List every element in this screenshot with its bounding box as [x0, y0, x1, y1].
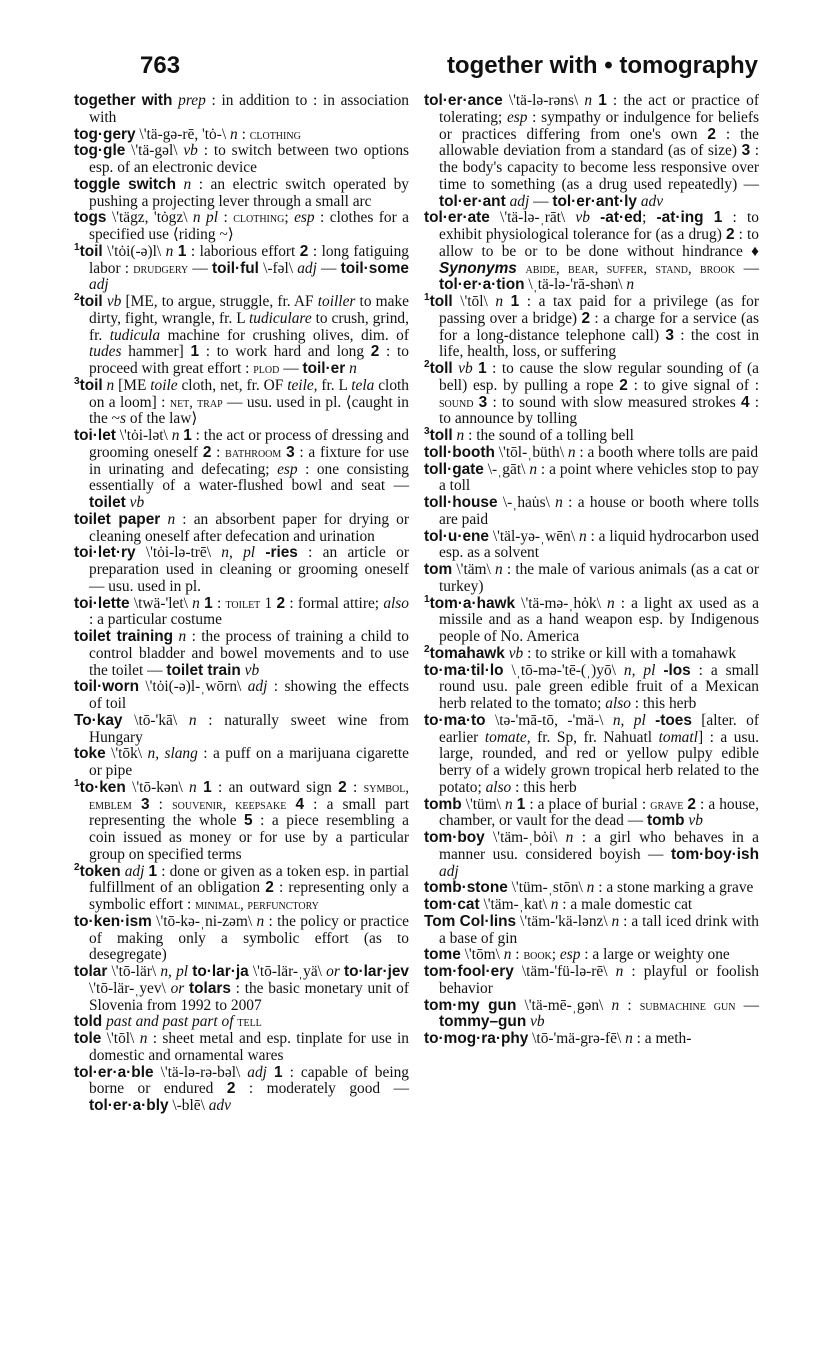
dictionary-entry: tomb \'tüm\ n 1 : a place of burial : grave 2 : a house, chamber, or vault for the dead — tomb vb — [424, 795, 759, 830]
dictionary-entry: tol·er·a·ble \'tä-lə-rə-bəl\ adj 1 : capable of being borne or endured 2 : moderately good — tol·er·a·bly \-blē\ adv — [74, 1063, 409, 1114]
dictionary-entry: toilet training n : the process of training a child to control bladder and bowel movements and to use the toilet — toilet train vb — [74, 628, 409, 679]
dictionary-entry: tole \'tōl\ n : sheet metal and esp. tinplate for use in domestic and ornamental wares — [74, 1030, 409, 1064]
right-column — [424, 93, 759, 1048]
dictionary-entry: to·ken·ism \'tō-kə-ˌni-zəm\ n : the policy or practice of making only a symbolic effort (as to desegregate) — [74, 912, 409, 964]
dictionary-entry: togs \'tägz, 'tȯgz\ n pl : clothing; esp : clothes for a specified use ⟨riding ~⟩ — [74, 209, 410, 243]
dictionary-entry: tol·u·ene \'täl-yə-ˌwēn\ n : a liquid hydrocarbon used esp. as a solvent — [424, 527, 759, 562]
dictionary-entry: tom·boy \'täm-ˌbȯi\ n : a girl who behaves in a manner usu. considered boyish — tom·boy·ish adj — [424, 829, 759, 880]
dictionary-entry: tolar \'tō-lär\ n, pl to·lar·ja \'tō-lär-ˌyä\ or to·lar·jev \'tō-lär-ˌyev\ or tolars : the basic monetary unit of Slovenia from 1992 to 2007 — [74, 963, 409, 1014]
dictionary-entry: toilet paper n : an absorbent paper for drying or cleaning oneself after defecation and urination — [74, 510, 410, 545]
dictionary-entry: tomb·stone \'tüm-ˌstōn\ n : a stone marking a grave — [424, 879, 754, 897]
dictionary-entry: $^2$toil vb [ME, to argue, struggle, fr. AF toiller to make dirty, fight, wrangle, fr. L tudiculare to crush, grind, fr. tudicula machine for crushing olives, dim. of tudes hammer] 1 : to work hard and long 2 : to proceed with great effort : plod — toil·er n — [74, 291, 410, 377]
dictionary-entry: tom·cat \'täm-ˌkat\ n : a male domestic cat — [424, 896, 693, 913]
dictionary-entry: tom \'täm\ n : the male of various animals (as a cat or turkey) — [424, 561, 759, 595]
dictionary-entry: told past and past part of tell — [74, 1013, 262, 1031]
dictionary-entry: tol·er·ance \'tä-lə-rəns\ n 1 : the act or practice of tolerating; esp : sympathy or indulgence for beliefs or practices differing from one's own 2 : the allowable deviation from a standard (as of size) 3 : the body's capacity to become less responsive over time to something (as a drug used repeatedly) — tol·er·ant adj — tol·er·ant·ly adv — [424, 92, 759, 210]
dictionary-entry: $^3$toil n [ME toile cloth, net, fr. OF teile, fr. L tela cloth on a loom] : net, trap — usu. used in pl. ⟨caught in the ~s of the law⟩ — [74, 375, 410, 428]
dictionary-entry: tom·fool·ery \täm-'fü-lə-rē\ n : playful or foolish behavior — [424, 963, 759, 997]
dictionary-entry: tol·er·ate \'tä-lə-ˌrāt\ vb -at·ed; -at·ing 1 : to exhibit physiological tolerance for (as a drug) 2 : to allow to be or to be done without hindrance ♦ Synonyms abide, bear, suffer, stand, brook — tol·er·a·tion \ˌtä-lə-'rā-shən\ n — [424, 209, 759, 294]
dictionary-entry: together with prep : in addition to : in association with — [74, 92, 409, 126]
dictionary-entry: $^2$toll vb 1 : to cause the slow regular sounding of (a bell) esp. by pulling a rope 2 : to give signal of : sound 3 : to sound with slow measured strokes 4 : to announce by tolling — [424, 358, 760, 428]
dictionary-entry: Tom Col·lins \'täm-'kä-lənz\ n : a tall iced drink with a base of gin — [424, 912, 759, 947]
dictionary-entry: tog·gle \'tä-gəl\ vb : to switch between two options esp. of an electronic device — [74, 142, 410, 176]
dictionary-entry: toil·worn \'tȯi(-ə)l-ˌwōrn\ adj : showing the effects of toil — [74, 678, 409, 712]
dictionary-entry: to·ma·til·lo \ˌtō-mə-'tē-(ˌ)yō\ n, pl -los : a small round usu. pale green edible fruit of a Mexican herb related to the tomato; also : this herb — [424, 661, 759, 712]
dictionary-entry: toll·booth \'tōl-ˌbüth\ n : a booth where tolls are paid — [424, 443, 759, 461]
dictionary-entry: tog·gery \'tä-gə-rē, 'tȯ-\ n : clothing — [74, 125, 301, 143]
dictionary-entry: $^1$tom·a·hawk \'tä-mə-ˌhȯk\ n : a light ax used as a missile and as a hand weapon esp. by Indigenous people of No. America — [424, 593, 759, 645]
dictionary-entry: toll·house \-ˌhau̇s\ n : a house or booth where tolls are paid — [424, 494, 759, 528]
dictionary-entry: To·kay \tō-'kā\ n : naturally sweet wine from Hungary — [74, 711, 409, 746]
dictionary-entry: $^3$toll n : the sound of a tolling bell — [424, 425, 634, 444]
dictionary-entry: $^2$tomahawk vb : to strike or kill with a tomahawk — [424, 643, 737, 662]
dictionary-entry: tom·my gun \'tä-mē-ˌgən\ n : submachine gun — tommy–gun vb — [424, 996, 759, 1031]
dictionary-entry: toi·lette \twä-'let\ n 1 : toilet 1 2 : formal attire; also : a particular costume — [74, 594, 409, 629]
guide-words: together with • tomography — [446, 52, 758, 79]
dictionary-entry: toll·gate \-ˌgāt\ n : a point where vehicles stop to pay a toll — [424, 460, 759, 495]
dictionary-entry: toggle switch n : an electric switch operated by pushing a projecting lever through a small arc — [74, 175, 409, 210]
dictionary-entry: $^2$token adj 1 : done or given as a token esp. in partial fulfillment of an obligation 2 : representing only a symbolic effort : minimal, perfunctory — [74, 861, 409, 913]
dictionary-entry: toi·let \'tȯi-lət\ n 1 : the act or process of dressing and grooming oneself 2 : bathroom 3 : a fixture for use in urinating and defecating; esp : one consisting essentially of a water-flushed bowl and seat — toilet vb — [74, 427, 409, 511]
dictionary-entry: to·ma·to \tə-'mā-tō, -'mä-\ n, pl -toes [alter. of earlier tomate, fr. Sp, fr. Nahuatl tomatl] : a usu. large, rounded, and red or yellow pulpy edible berry of a widely grown tropical herb related to the potato; also : this herb — [424, 711, 759, 796]
dictionary-entry: tome \'tōm\ n : book; esp : a large or weighty one — [424, 946, 730, 964]
dictionary-entry: $^1$toll \'tōl\ n 1 : a tax paid for a privilege (as for passing over a bridge) 2 : a charge for a service (as for a long-distance telephone call) 3 : the cost in life, health, loss, or suffering — [424, 291, 760, 361]
dictionary-entry: $^1$to·ken \'tō-kən\ n 1 : an outward sign 2 : symbol, emblem 3 : souvenir, keepsake 4 : a small part representing the whole 5 : a piece resembling a coin issued as money or for use by a particular group on specified terms — [74, 777, 409, 863]
dictionary-entry: toke \'tōk\ n, slang : a puff on a marijuana cigarette or pipe — [74, 745, 409, 779]
left-column — [74, 93, 409, 1115]
dictionary-entry: to·mog·ra·phy \tō-'mä-grə-fē\ n : a meth- — [424, 1030, 692, 1047]
dictionary-entry: toi·let·ry \'tȯi-lə-trē\ n, pl -ries : an article or preparation used in cleaning or grooming oneself — usu. used in pl. — [74, 544, 409, 595]
page-number: 763 — [140, 52, 181, 79]
dictionary-entry: $^1$toil \'tȯi(-ə)l\ n 1 : laborious effort 2 : long fatiguing labor : drudgery — toil·ful \-fəl\ adj — toil·some adj — [74, 241, 409, 294]
